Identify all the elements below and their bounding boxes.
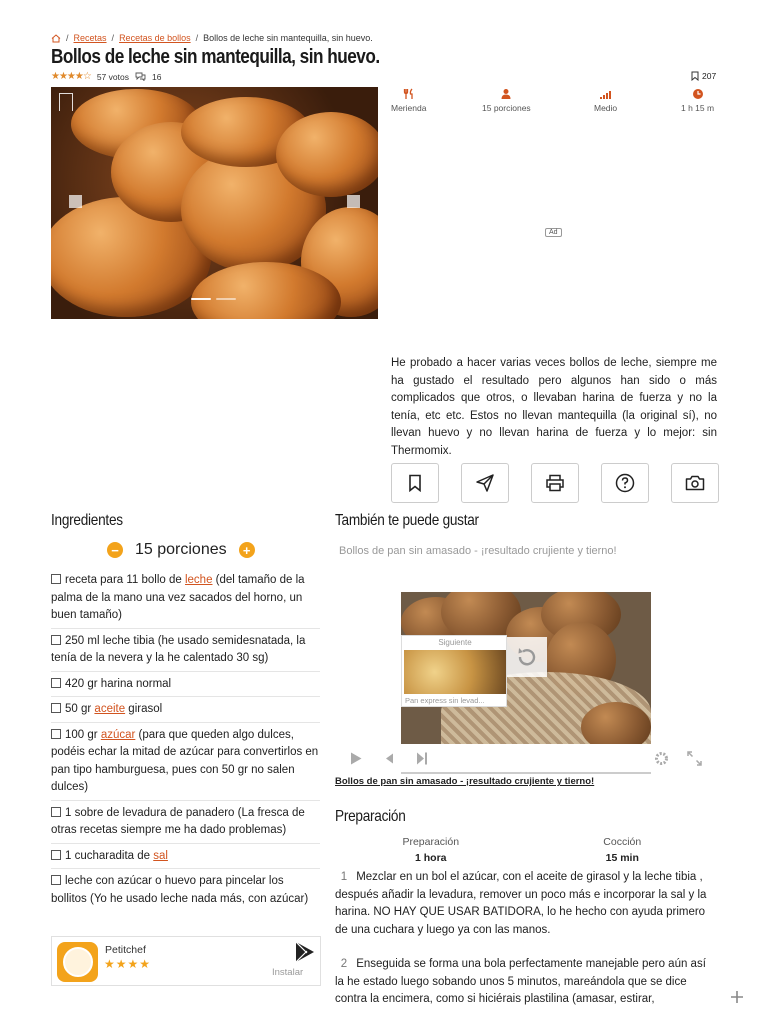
next-video-thumbnail <box>404 650 506 694</box>
petitchef-logo <box>57 942 98 982</box>
replay-button[interactable] <box>507 637 547 677</box>
add-photo-button[interactable] <box>671 463 719 503</box>
ingredient-item[interactable] <box>51 847 320 870</box>
ingredient-item[interactable] <box>51 700 320 723</box>
carousel-next-icon[interactable] <box>347 195 360 208</box>
print-icon <box>545 474 565 492</box>
install-button[interactable]: Instalar <box>272 967 304 978</box>
step-item <box>335 869 718 939</box>
preparation-steps <box>335 869 718 1024</box>
clock-icon <box>692 88 704 100</box>
ingredient-link[interactable]: azúcar <box>100 728 136 741</box>
ingredient-text: leche con azúcar o huevo para pincelar los bollitos (Yo he usado leche nada más, con azúcar) <box>51 875 309 905</box>
ingredient-link[interactable]: aceite <box>94 703 126 715</box>
ingredient-text: 1 cucharadita de <box>65 849 154 862</box>
ask-question-button[interactable] <box>601 463 649 503</box>
video-controls <box>347 750 707 768</box>
ingredient-text: 1 sobre de levadura de panadero (La fresca de otras recetas siempre me ha dado problemas) <box>51 806 305 836</box>
info-portions-label: 15 porciones <box>482 103 531 113</box>
print-button[interactable] <box>531 463 579 503</box>
breadcrumb <box>51 33 373 43</box>
bookmark-count-value: 207 <box>702 71 717 81</box>
ingredient-checkbox[interactable] <box>51 635 61 645</box>
carousel-indicator[interactable] <box>216 298 236 300</box>
comments-count[interactable]: 16 <box>151 71 162 82</box>
carousel-indicator-active[interactable] <box>191 298 211 300</box>
person-icon <box>500 88 512 100</box>
expand-icon[interactable] <box>730 990 744 1004</box>
breadcrumb-separator: / <box>111 33 115 43</box>
ingredient-text: 250 ml leche tibia (he usado semidesnatada, la tenía de la nevera y la he calentado 30 sg) <box>51 634 306 664</box>
save-photo-icon[interactable] <box>59 93 73 111</box>
ingredient-text: 420 gr harina normal <box>65 677 172 690</box>
step-text: Enseguida se forma una bola perfectamente manejable pero aún así la he estado luego sobando unos 5 minutos, mareándola que se dice contra la encimera, como si hiciérais plastilina (amasar, estirar, <box>335 958 706 1005</box>
page-title: Bollos de leche sin mantequilla, sin huevo. <box>51 46 380 68</box>
bun-shape <box>276 112 378 197</box>
prep-time-value: 1 hora <box>414 852 447 864</box>
video-player[interactable] <box>401 592 651 744</box>
portions-value: 15 porciones <box>135 541 227 558</box>
question-icon <box>615 473 635 493</box>
bookmark-icon <box>408 474 422 492</box>
ingredient-link[interactable]: sal <box>153 849 168 862</box>
next-video-caption: Pan express sin levad... <box>405 696 485 705</box>
share-button[interactable] <box>461 463 509 503</box>
info-difficulty-label: Medio <box>594 103 618 113</box>
breadcrumb-current: Bollos de leche sin mantequilla, sin huevo. <box>203 33 373 43</box>
next-video-label: Siguiente <box>438 638 472 647</box>
info-meal-type-label: Merienda <box>391 103 427 113</box>
ingredients-list <box>51 571 320 914</box>
ingredient-item[interactable] <box>51 632 320 672</box>
ingredient-checkbox[interactable] <box>51 678 61 688</box>
play-store-icon[interactable] <box>294 940 316 964</box>
ingredient-text: 100 gr <box>65 728 101 741</box>
ingredient-text: receta para 11 bollo de <box>65 574 185 586</box>
action-bar <box>391 463 719 503</box>
increase-portions-button[interactable]: + <box>239 542 255 558</box>
home-icon[interactable] <box>51 34 61 43</box>
ingredient-item[interactable] <box>51 571 320 629</box>
ingredient-link[interactable]: leche <box>184 574 213 586</box>
carousel-prev-icon[interactable] <box>69 195 82 208</box>
recipe-meta <box>51 71 161 82</box>
next-icon[interactable] <box>416 752 428 765</box>
breadcrumb-separator: / <box>195 33 199 43</box>
ingredient-item[interactable] <box>51 726 320 801</box>
related-subtitle[interactable]: Bollos de pan sin amasado - ¡resultado crujiente y tierno! <box>339 545 617 557</box>
comment-icon[interactable] <box>135 72 146 81</box>
prep-times <box>335 834 718 866</box>
decrease-portions-button[interactable]: − <box>107 542 123 558</box>
recipe-description: He probado a hacer varias veces bollos de leche, siempre me ha gustado el resultado pero algunos han sido o más complicados que otros, o llevaban harina de fuerza y no la tenía, etc etc. Estos no llevan mantequilla (la original sí), no llevan huevo y no llevan harina de fuerza y lo mejor: sin Thermomix. <box>391 357 717 457</box>
ingredient-item[interactable] <box>51 675 320 698</box>
ingredient-text: girasol <box>125 703 163 715</box>
difficulty-icon <box>599 88 613 100</box>
recipe-photo-carousel[interactable] <box>51 87 378 319</box>
ingredient-text: 50 gr <box>65 703 95 715</box>
rating-stars[interactable]: ★★★★☆ <box>51 71 91 82</box>
ad-label[interactable]: Ad <box>545 228 562 237</box>
app-name: Petitchef <box>105 944 146 956</box>
portions-selector <box>107 541 255 559</box>
settings-icon[interactable] <box>654 751 669 766</box>
step-item <box>335 956 718 1009</box>
ingredient-text: (para que queden algo dulces, podéis echar la mitad de azúcar para convertirlos en pan tipo hamburguesa, pues con 50 gr no salen dulces) <box>51 728 319 793</box>
cook-time-value: 15 min <box>605 852 639 864</box>
cutlery-icon <box>403 88 415 100</box>
info-difficulty <box>594 88 617 113</box>
breadcrumb-separator: / <box>66 33 69 43</box>
info-time-label: 1 h 15 m <box>681 103 715 113</box>
step-number: 1 <box>340 871 348 883</box>
ingredient-item[interactable] <box>51 872 320 911</box>
video-title-link[interactable]: Bollos de pan sin amasado - ¡resultado crujiente y tierno! <box>335 776 595 787</box>
replay-icon <box>514 644 540 670</box>
app-install-banner[interactable] <box>51 936 321 986</box>
info-meal-type <box>391 88 426 113</box>
prep-time <box>335 834 527 866</box>
send-icon <box>475 473 495 493</box>
preparation-title: Preparación <box>335 808 406 825</box>
camera-icon <box>685 475 705 491</box>
video-progress-bar[interactable] <box>401 772 651 774</box>
related-title: También te puede gustar <box>335 512 479 529</box>
previous-icon[interactable] <box>384 753 394 764</box>
breadcrumb-recetas-de-bollos[interactable]: Recetas de bollos <box>119 33 191 43</box>
info-portions <box>482 88 531 113</box>
cook-time-label: Cocción <box>603 836 642 848</box>
bookmark-count[interactable] <box>691 71 716 81</box>
ingredient-checkbox[interactable] <box>51 850 61 860</box>
step-text: Mezclar en un bol el azúcar, con el aceite de girasol y la leche tibia , después añadir la levadura, remover un poco más e incorporar la sal y la harina. NO HAY QUE USAR BATIDORA, lo he hecho con ayuda primero de una cuchara y luego ya con las manos. <box>335 871 707 936</box>
ingredient-checkbox[interactable] <box>51 574 61 584</box>
bun-shape <box>581 702 651 744</box>
ingredient-checkbox[interactable] <box>51 729 61 739</box>
votes-count: 57 votos <box>96 71 129 82</box>
ingredient-text: (del tamaño de la palma de la mano una vez sacados del horno, un buen tamaño) <box>51 574 305 621</box>
ingredient-item[interactable] <box>51 804 320 844</box>
prep-time-label: Preparación <box>402 836 460 848</box>
info-time <box>681 88 714 113</box>
ingredient-checkbox[interactable] <box>51 807 61 817</box>
breadcrumb-recetas[interactable]: Recetas <box>73 33 107 43</box>
step-number: 2 <box>340 958 348 970</box>
next-video-card[interactable] <box>401 635 507 707</box>
ingredient-checkbox[interactable] <box>51 875 61 885</box>
ingredient-checkbox[interactable] <box>51 703 61 713</box>
fullscreen-icon[interactable] <box>687 751 702 766</box>
ingredients-title: Ingredientes <box>51 512 123 529</box>
bookmark-icon <box>691 71 699 81</box>
cook-time <box>527 834 719 866</box>
play-icon[interactable] <box>350 752 362 765</box>
save-button[interactable] <box>391 463 439 503</box>
app-rating-stars: ★★★★ <box>104 957 152 971</box>
